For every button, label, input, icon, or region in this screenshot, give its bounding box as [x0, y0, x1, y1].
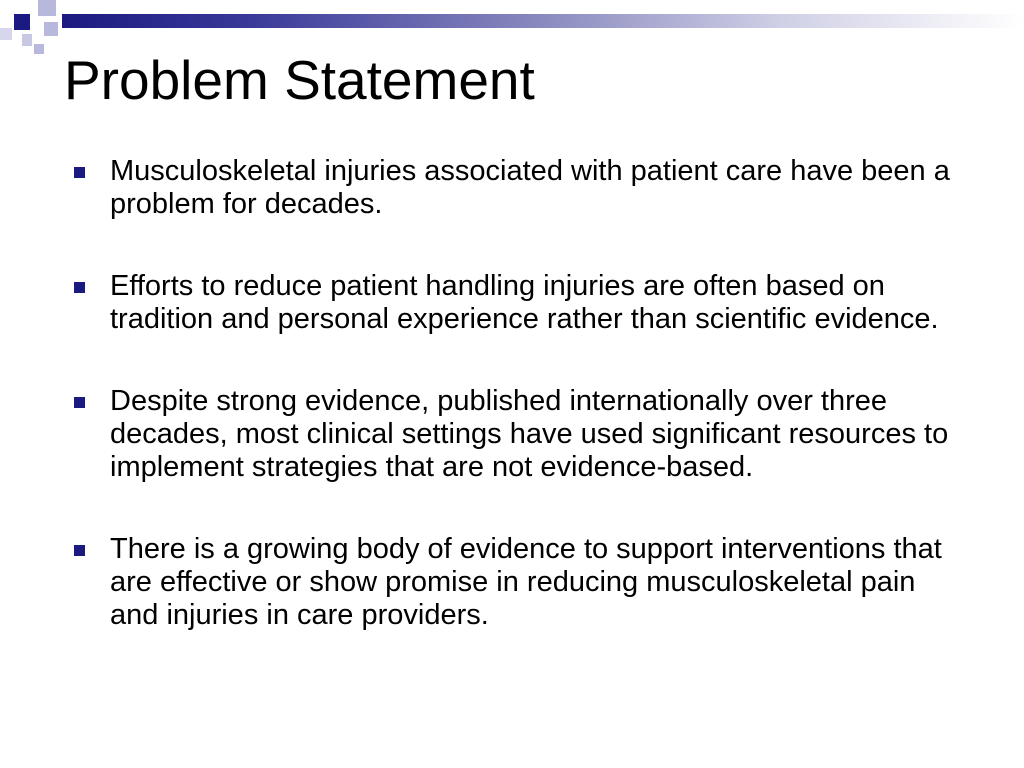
header-gradient-bar — [62, 14, 1024, 28]
decorative-square — [22, 34, 32, 46]
bullet-item — [70, 155, 970, 221]
slide-title: Problem Statement — [64, 49, 535, 111]
decorative-square — [44, 22, 58, 36]
square-bullet-icon — [74, 397, 85, 408]
bullet-item — [70, 270, 970, 336]
bullet-text: Musculoskeletal injuries associated with patient care have been a problem for decades. — [110, 155, 950, 220]
bullet-text: Efforts to reduce patient handling injuries are often based on tradition and personal experience rather than scientific evidence. — [110, 270, 939, 335]
decorative-square — [0, 28, 12, 40]
bullet-text: Despite strong evidence, published internationally over three decades, most clinical settings have used significant resources to implement strategies that are not evidence-based. — [110, 385, 949, 483]
bullet-item — [70, 385, 970, 484]
square-bullet-icon — [74, 545, 85, 556]
decorative-square — [34, 44, 44, 54]
bullet-list — [70, 155, 970, 632]
decorative-square — [14, 14, 30, 30]
decorative-square — [38, 0, 56, 16]
square-bullet-icon — [74, 282, 85, 293]
square-bullet-icon — [74, 167, 85, 178]
bullet-text: There is a growing body of evidence to support interventions that are effective or show promise in reducing musculoskeletal pain and injuries in care providers. — [110, 533, 942, 631]
bullet-item — [70, 533, 970, 632]
